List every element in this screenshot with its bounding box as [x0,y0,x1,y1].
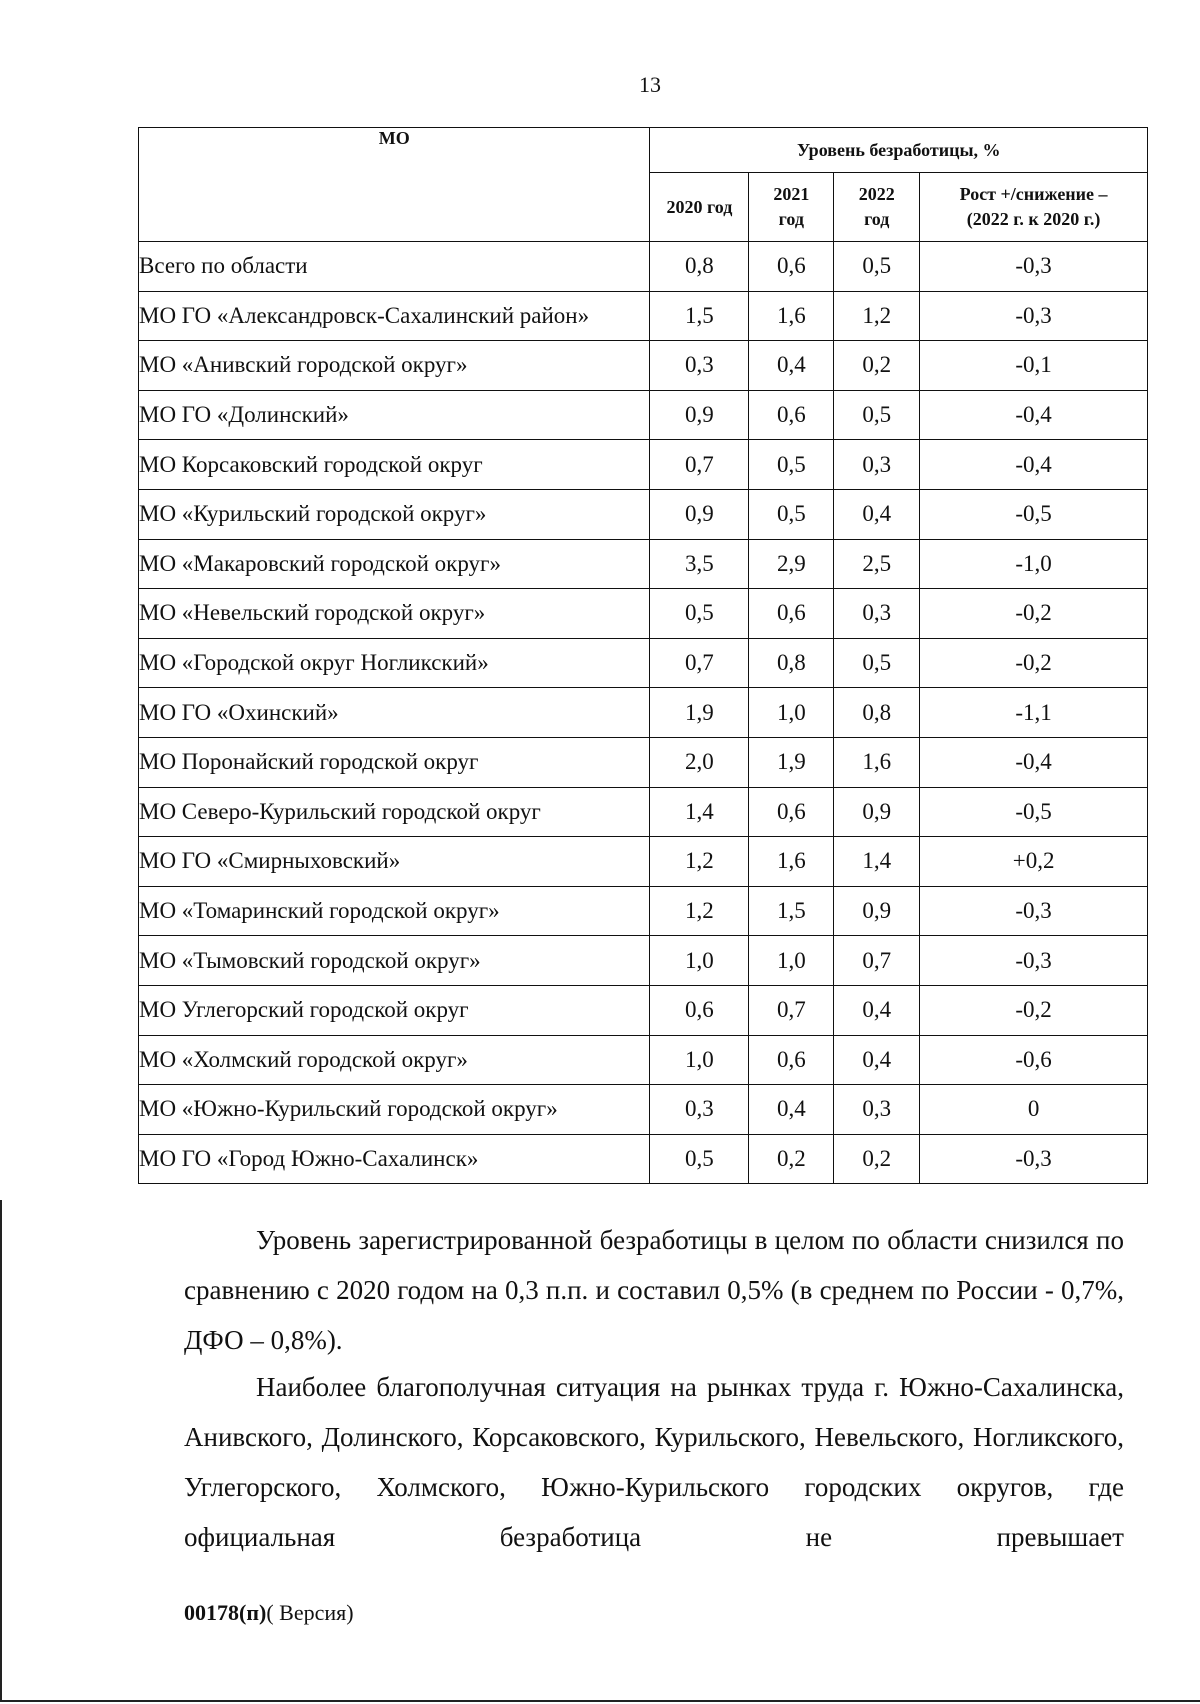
paragraph-best-situation [184,1362,1124,1562]
value-2020: 0,6 [650,985,749,1035]
doc-code: 00178(п) [184,1600,267,1625]
paragraph-summary [184,1215,1124,1365]
unemployment-table [138,127,1148,1184]
table-row [139,638,1148,688]
value-2020: 1,2 [650,886,749,936]
paragraph-summary-text: Уровень зарегистрированной безработицы в целом по области снизился по сравнению с 2020 годом на 0,3 п.п. и составил 0,5% (в среднем по России - 0,7%, ДФО – 0,8%). [184,1225,1124,1355]
header-change-line1: Рост +/снижение – [959,184,1108,204]
value-2021: 0,6 [749,787,834,837]
header-2022 [834,173,920,242]
value-2021: 0,6 [749,242,834,292]
row-name: МО «Томаринский городской округ» [139,886,650,936]
row-name: Всего по области [139,242,650,292]
table-row [139,589,1148,639]
table-row [139,1134,1148,1184]
row-name: МО «Макаровский городской округ» [139,539,650,589]
row-name: МО ГО «Город Южно-Сахалинск» [139,1134,650,1184]
value-2020: 2,0 [650,737,749,787]
header-unemployment-level: Уровень безработицы, % [650,128,1148,173]
header-change-line2: (2022 г. к 2020 г.) [966,209,1101,229]
table-row [139,936,1148,986]
row-name: МО ГО «Смирныховский» [139,837,650,887]
value-2020: 0,3 [650,1085,749,1135]
paragraph-best-situation-text: Наиболее благополучная ситуация на рынках труда г. Южно-Сахалинска, Анивского, Долинского, Корсаковского, Курильского, Невельского, Ногликского, Углегорского, Холмского, Южно-Курильского городских округов, где официальная безработица не превышает [184,1372,1124,1552]
value-2022: 0,4 [834,985,920,1035]
value-2021: 0,4 [749,341,834,391]
value-2020: 1,0 [650,936,749,986]
value-2022: 0,4 [834,489,920,539]
value-2021: 0,2 [749,1134,834,1184]
value-change: -0,3 [920,936,1148,986]
value-2021: 1,6 [749,837,834,887]
value-change: -0,4 [920,737,1148,787]
value-2021: 0,6 [749,1035,834,1085]
table-row [139,291,1148,341]
value-2020: 0,9 [650,390,749,440]
scan-border-bottom [0,1700,1200,1702]
value-2022: 0,2 [834,341,920,391]
row-name: МО «Курильский городской округ» [139,489,650,539]
row-name: МО Углегорский городской округ [139,985,650,1035]
value-2022: 0,3 [834,1085,920,1135]
table-row [139,390,1148,440]
table-row [139,787,1148,837]
value-2022: 0,2 [834,1134,920,1184]
document-footer [184,1600,354,1626]
row-name: МО «Городской округ Ногликский» [139,638,650,688]
header-2021-line1: 2021 [773,184,810,204]
value-2021: 2,9 [749,539,834,589]
table-row [139,242,1148,292]
value-2022: 1,6 [834,737,920,787]
value-2020: 3,5 [650,539,749,589]
header-mo: МО [139,128,650,242]
header-2022-line1: 2022 [858,184,895,204]
row-name: МО «Южно-Курильский городской округ» [139,1085,650,1135]
table-row [139,737,1148,787]
value-2021: 0,6 [749,390,834,440]
value-change: -0,2 [920,638,1148,688]
value-2020: 1,0 [650,1035,749,1085]
value-2020: 0,3 [650,341,749,391]
table-row [139,688,1148,738]
table-row [139,341,1148,391]
header-2022-line2: год [864,209,890,229]
value-2021: 1,0 [749,688,834,738]
value-2022: 1,2 [834,291,920,341]
value-change: -0,4 [920,390,1148,440]
table-body [139,242,1148,1184]
value-2020: 0,8 [650,242,749,292]
value-2022: 0,3 [834,589,920,639]
value-2022: 0,5 [834,390,920,440]
value-2021: 1,0 [749,936,834,986]
value-change: -0,4 [920,440,1148,490]
value-2020: 0,7 [650,440,749,490]
row-name: МО «Тымовский городской округ» [139,936,650,986]
version-label: ( Версия) [266,1600,354,1625]
value-change: -0,1 [920,341,1148,391]
value-change: -0,2 [920,589,1148,639]
row-name: МО «Анивский городской округ» [139,341,650,391]
value-2022: 0,9 [834,787,920,837]
header-2020: 2020 год [650,173,749,242]
row-name: МО ГО «Охинский» [139,688,650,738]
value-change: +0,2 [920,837,1148,887]
value-2022: 0,7 [834,936,920,986]
value-2022: 2,5 [834,539,920,589]
value-2021: 0,6 [749,589,834,639]
value-2021: 0,5 [749,440,834,490]
value-2022: 0,9 [834,886,920,936]
value-2021: 0,4 [749,1085,834,1135]
header-2021-line2: год [778,209,804,229]
value-2020: 1,4 [650,787,749,837]
value-2022: 0,4 [834,1035,920,1085]
value-2021: 1,5 [749,886,834,936]
value-2021: 1,9 [749,737,834,787]
value-2022: 0,5 [834,242,920,292]
row-name: МО Корсаковский городской округ [139,440,650,490]
value-change: -0,3 [920,1134,1148,1184]
value-2020: 0,9 [650,489,749,539]
value-2021: 0,7 [749,985,834,1035]
table-row [139,539,1148,589]
value-change: -0,5 [920,489,1148,539]
value-2022: 0,5 [834,638,920,688]
table-row [139,886,1148,936]
value-2020: 1,9 [650,688,749,738]
value-change: 0 [920,1085,1148,1135]
row-name: МО «Невельский городской округ» [139,589,650,639]
value-2020: 0,7 [650,638,749,688]
value-2022: 0,3 [834,440,920,490]
value-2020: 0,5 [650,589,749,639]
row-name: МО ГО «Долинский» [139,390,650,440]
value-2021: 0,8 [749,638,834,688]
value-change: -0,3 [920,242,1148,292]
header-2021 [749,173,834,242]
row-name: МО Поронайский городской округ [139,737,650,787]
value-change: -0,3 [920,291,1148,341]
value-change: -0,3 [920,886,1148,936]
table-row [139,1085,1148,1135]
header-change [920,173,1148,242]
value-change: -1,0 [920,539,1148,589]
row-name: МО Северо-Курильский городской округ [139,787,650,837]
value-2020: 0,5 [650,1134,749,1184]
value-2022: 1,4 [834,837,920,887]
table-row [139,985,1148,1035]
value-change: -0,5 [920,787,1148,837]
value-2021: 0,5 [749,489,834,539]
value-change: -1,1 [920,688,1148,738]
table-row [139,440,1148,490]
value-change: -0,6 [920,1035,1148,1085]
value-2021: 1,6 [749,291,834,341]
scan-border-left [0,1200,2,1700]
row-name: МО «Холмский городской округ» [139,1035,650,1085]
value-2020: 1,5 [650,291,749,341]
value-change: -0,2 [920,985,1148,1035]
table-row [139,489,1148,539]
table-row [139,1035,1148,1085]
value-2020: 1,2 [650,837,749,887]
value-2022: 0,8 [834,688,920,738]
row-name: МО ГО «Александровск-Сахалинский район» [139,291,650,341]
page-number: 13 [639,72,661,97]
table-row [139,837,1148,887]
